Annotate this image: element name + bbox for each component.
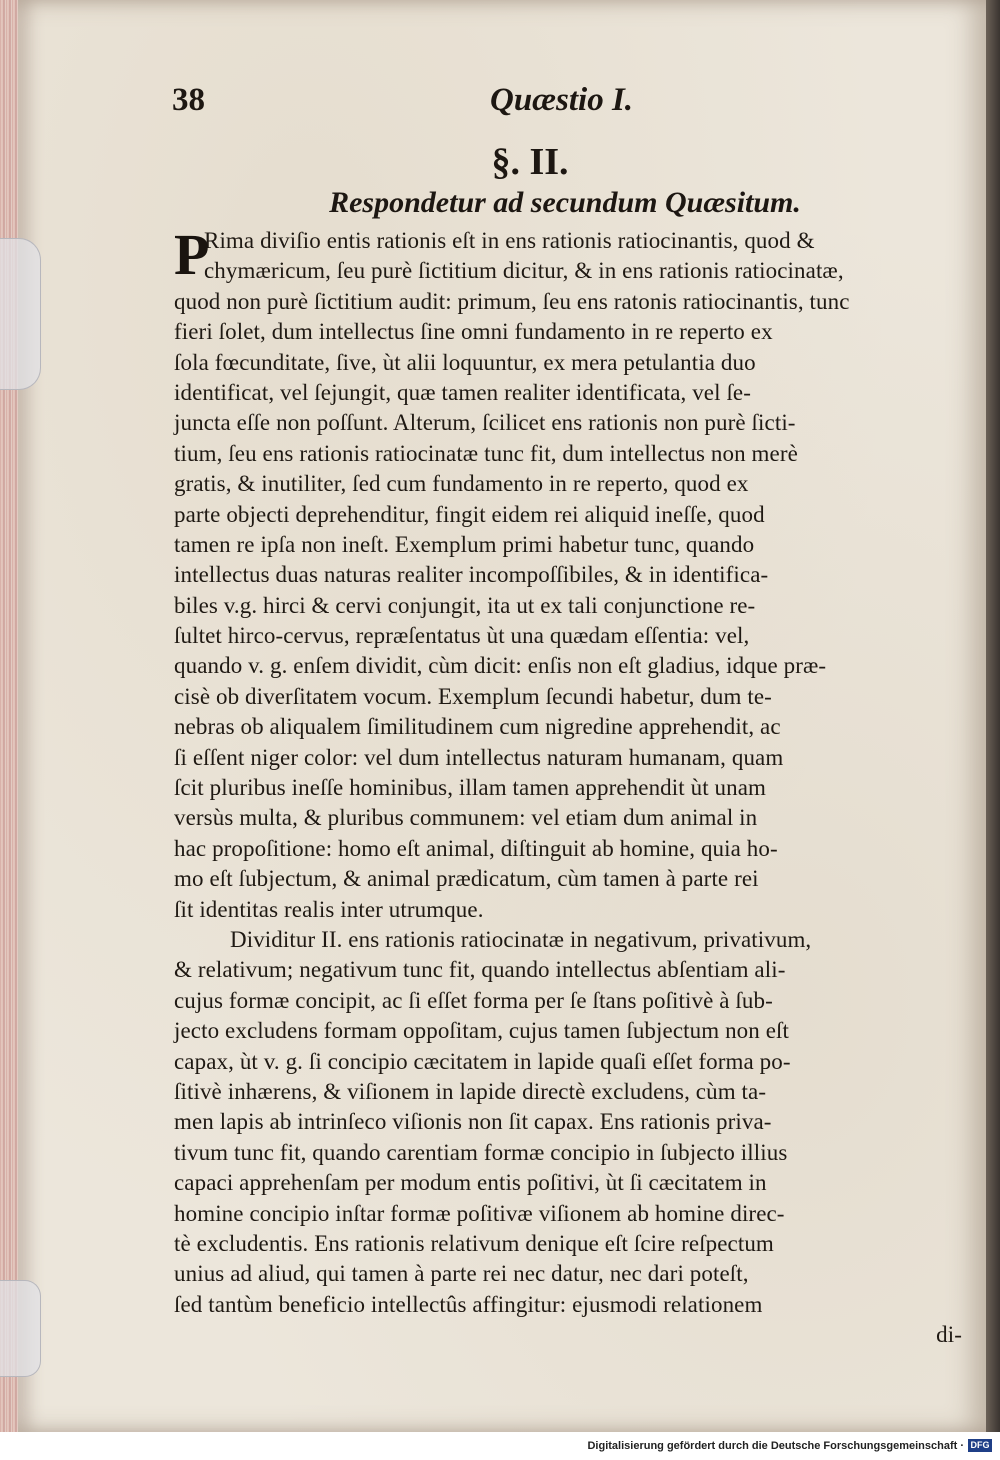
text-line: parte objecti deprehenditur, fingit eidem rei aliquid ineſſe, quod [174,501,765,527]
text-line: intellectus duas naturas realiter incompoſſibiles, & in identifica- [174,562,769,588]
text-line: capax, ùt v. g. ſi concipio cæcitatem in lapide quaſi eſſet forma po- [174,1048,791,1074]
text-line: ſed tantùm beneficio intellectûs affingitur: ejusmodi relationem [174,1291,763,1317]
text-line: unius ad aliud, qui tamen à parte rei nec datur, nec dari poteſt, [174,1261,749,1287]
text-line: tamen re ipſa non ineſt. Exemplum primi habetur tunc, quando [174,531,755,557]
section-mark: §. II. [491,141,569,183]
text-line: biles v.g. hirci & cervi conjungit, ita ut ex tali conjunctione re- [174,592,756,618]
page-clip [0,238,41,390]
text-line: homine concipio inſtar formæ poſitivæ viſionem ab homine direc- [174,1200,785,1226]
text-line: cisè ob diverſitatem vocum. Exemplum ſecundi habetur, dum te- [174,683,772,709]
text-line: ſi eſſent niger color: vel dum intellectus naturam humanam, quam [174,744,784,770]
drop-cap: P [174,222,210,287]
text-line: & relativum; negativum tunc fit, quando intellectus abſentiam ali- [174,957,786,983]
running-title: Quæstio I. [490,82,634,118]
page-number: 38 [172,82,205,118]
text-line: tivum tunc fit, quando carentiam formæ concipio in ſubjecto illius [174,1139,788,1165]
text-line: gratis, & inutiliter, ſed cum fundamento in re reperto, quod ex [174,471,749,497]
text-line-content: Rima diviſio entis rationis eſt in ens rationis ratiocinantis, quod & [204,228,815,253]
text-line: ſit identitas realis inter utrumque. [174,896,484,922]
text-line: ſcit pluribus ineſſe hominibus, illam tamen apprehendit ùt unam [174,775,767,801]
section-heading: Respondetur ad secundum Quæsitum. [329,186,801,219]
text-line: men lapis ab intrinſeco viſionis non ſit capax. Ens rationis priva- [174,1109,772,1135]
text-line: capaci apprehenſam per modum entis poſitivi, ùt ſi cæcitatem in [174,1170,767,1196]
catchword: di- [936,1322,962,1348]
text-line: juncta eſſe non poſſunt. Alterum, ſcilicet ens rationis non purè ſicti- [174,410,796,436]
running-head [0,82,1000,130]
dfg-logo-icon: DFG [968,1439,992,1452]
text-line: hac propoſitione: homo eſt animal, diſtinguit ab homine, quia ho- [174,835,778,861]
text-line: nebras ob aliqualem ſimilitudinem cum nigredine apprehendit, ac [174,714,781,740]
text-line: tè excludentis. Ens rationis relativum denique eſt ſcire reſpectum [174,1230,774,1256]
footer-bar [0,1432,1000,1460]
text-line: quod non purè ſictitium audit: primum, ſeu ens ratonis ratiocinantis, tunc [174,288,850,314]
text-line: jecto excludens formam oppoſitam, cujus tamen ſubjectum non eſt [174,1018,790,1044]
funding-credit: Digitalisierung gefördert durch die Deutsche Forschungsgemeinschaft · [587,1440,964,1452]
text-line: ſultet hirco-cervus, repræſentatus ùt una quædam eſſentia: vel, [174,623,750,649]
text-line: mo eſt ſubjectum, & animal prædicatum, cùm tamen à parte rei [174,866,759,892]
text-line: tium, ſeu ens rationis ratiocinatæ tunc fit, dum intellectus non merè [174,440,798,466]
body-text [174,222,964,1350]
text-line: chymæricum, ſeu purè ſictitium dicitur, & in ens rationis ratiocinatæ, [204,258,844,284]
text-line: quando v. g. enſem dividit, cùm dicit: enſis non eſt gladius, idque præ- [174,653,827,679]
text-line: fieri ſolet, dum intellectus ſine omni fundamento in re reperto ex [174,319,773,345]
text-line: identificat, vel ſejungit, quæ tamen realiter identificata, vel ſe- [174,379,752,405]
text-line: ſitivè inhærens, & viſionem in lapide directè excludens, cùm ta- [174,1078,767,1104]
text-line: cujus formæ concipit, ac ſi eſſet forma per ſe ſtans poſitivè à ſub- [174,987,773,1013]
text-line: ſola fœcunditate, ſive, ùt alii loquuntur, ex mera petulantia duo [174,349,756,375]
text-line: Dividitur II. ens rationis ratiocinatæ in negativum, privativum, [230,926,812,952]
text-line: versùs multa, & pluribus communem: vel etiam dum animal in [174,805,758,831]
page-clip-bottom [0,1280,41,1377]
